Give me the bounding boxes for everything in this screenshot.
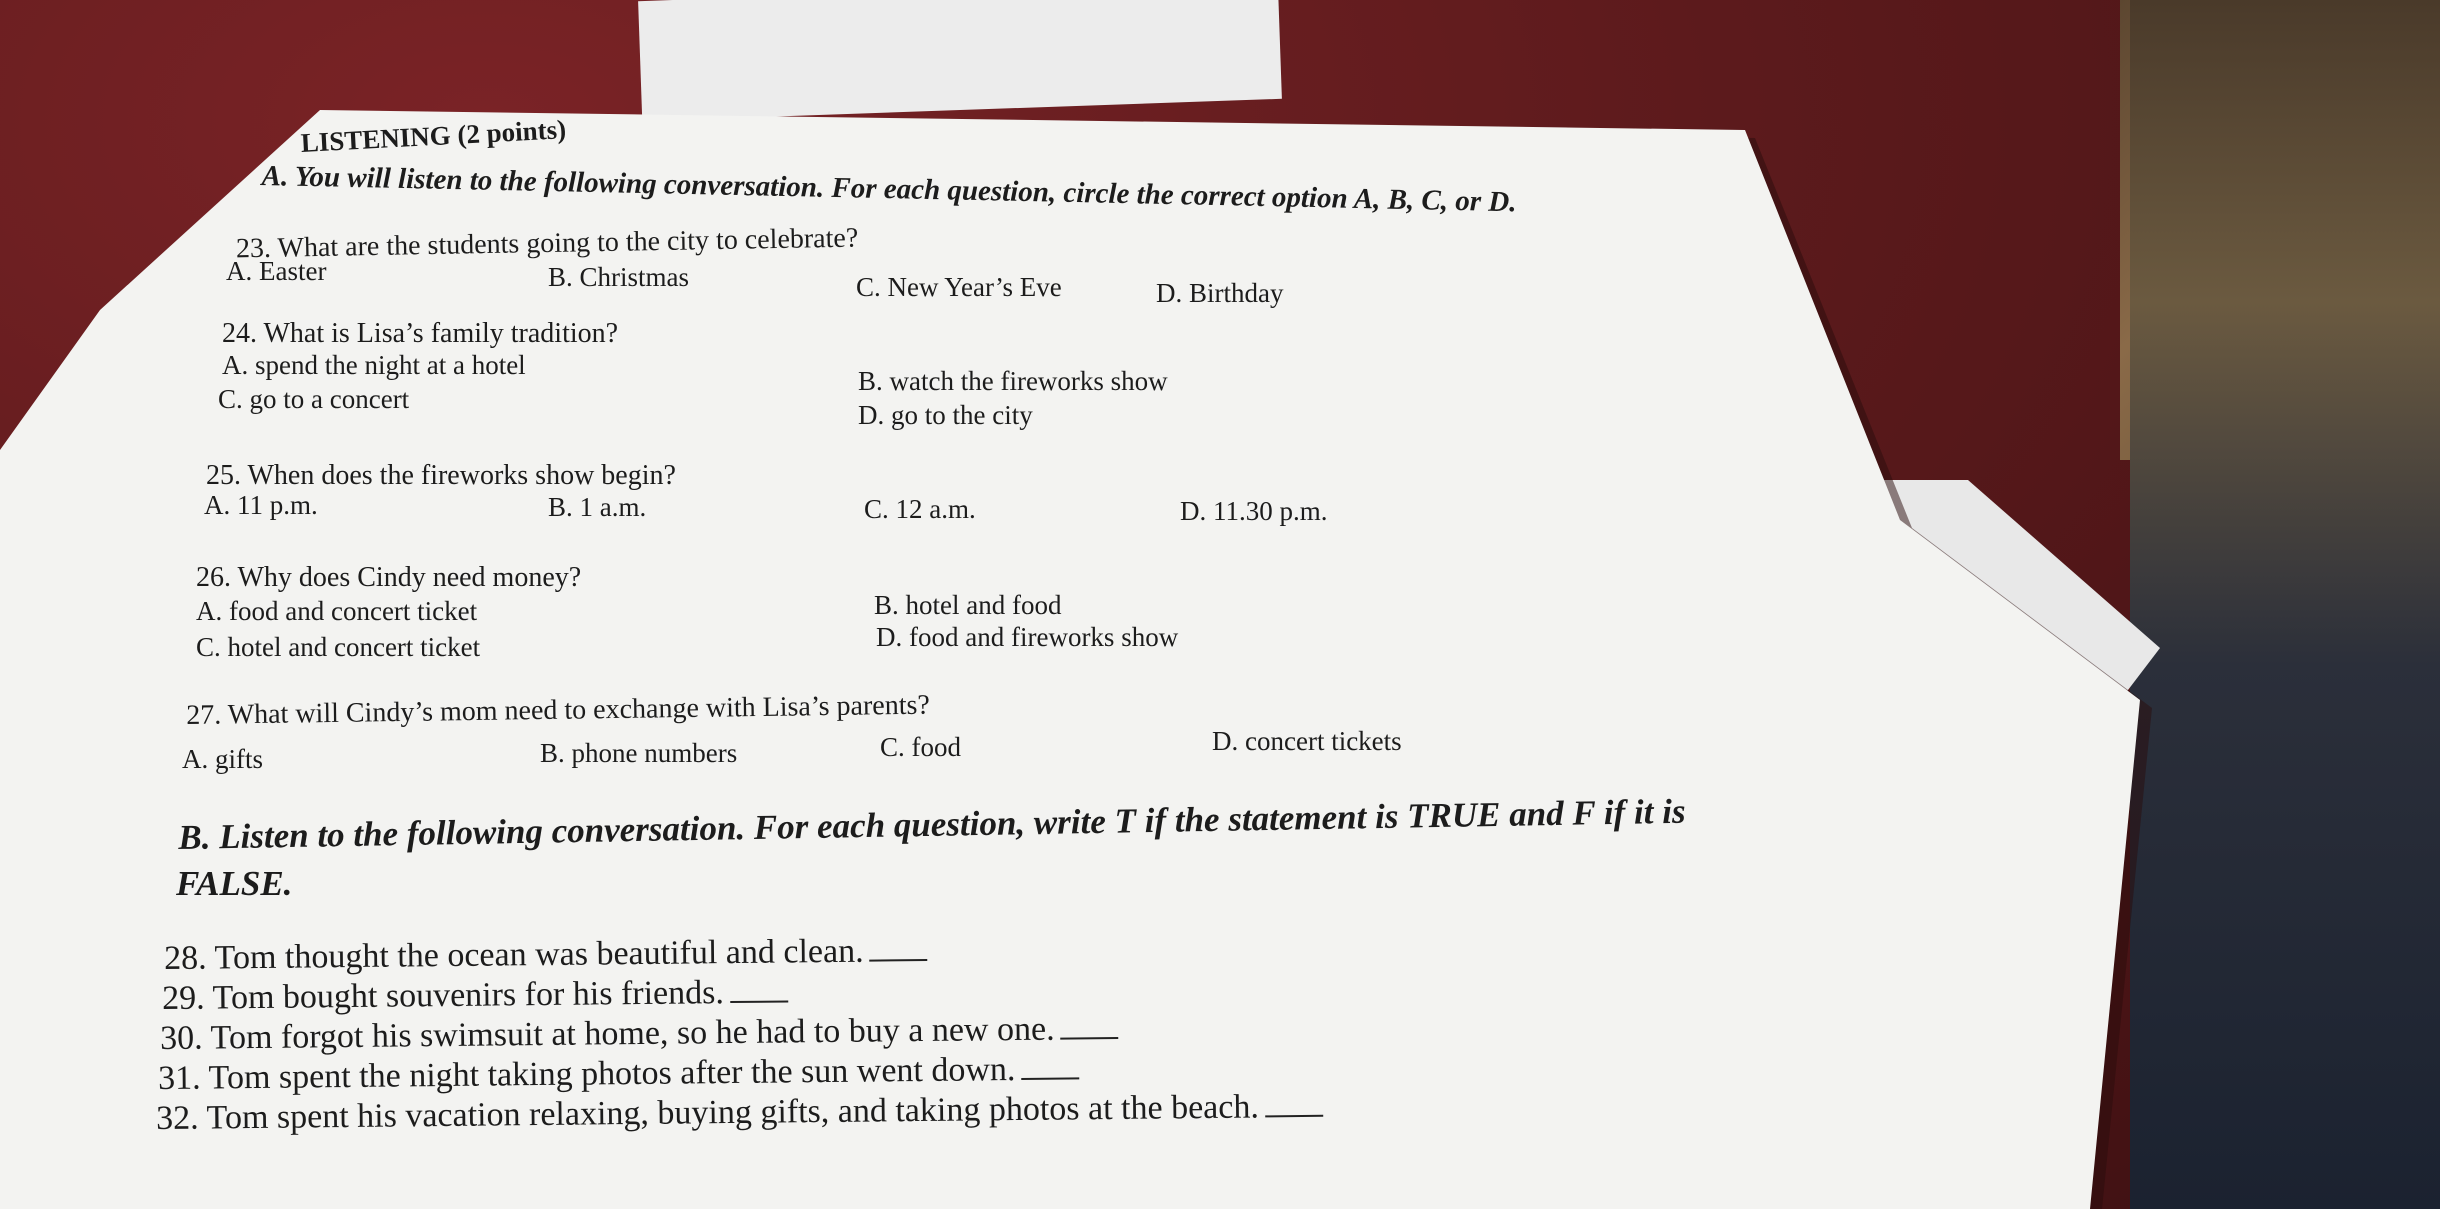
section-a-instruction: A. You will listen to the following conversation. For each question, circle the correct option A, B, C, or D.: [261, 160, 1517, 219]
section-title: LISTENING (2 points): [300, 114, 567, 158]
option-25a: A. 11 p.m.: [204, 490, 318, 520]
option-25b: B. 1 a.m.: [548, 492, 647, 522]
option-24a: A. spend the night at a hotel: [222, 350, 526, 380]
question-23: 23. What are the students going to the city to celebrate?: [235, 222, 859, 265]
statement-31: 31. Tom spent the night taking photos after the sun went down.: [158, 1050, 1080, 1098]
option-26d: D. food and fireworks show: [876, 622, 1179, 652]
option-27b: B. phone numbers: [540, 738, 738, 768]
question-25: 25. When does the fireworks show begin?: [206, 460, 676, 491]
option-27c: C. food: [880, 732, 961, 762]
question-26: 26. Why does Cindy need money?: [196, 562, 582, 593]
option-23c: C. New Year’s Eve: [856, 272, 1062, 302]
statement-32: 32. Tom spent his vacation relaxing, buying gifts, and taking photos at the beach.: [156, 1088, 1323, 1138]
option-26a: A. food and concert ticket: [196, 596, 478, 626]
background-fabric: [2130, 0, 2440, 1209]
option-25d: D. 11.30 p.m.: [1180, 496, 1328, 526]
option-26c: C. hotel and concert ticket: [196, 632, 481, 662]
option-27d: D. concert tickets: [1212, 726, 1402, 756]
option-26b: B. hotel and food: [874, 590, 1062, 620]
statement-28: 28. Tom thought the ocean was beautiful and clean.: [164, 932, 928, 978]
question-24: 24. What is Lisa’s family tradition?: [222, 318, 619, 349]
answer-blank[interactable]: [1061, 1036, 1119, 1040]
option-27a: A. gifts: [182, 744, 263, 774]
section-b-instruction-cont: FALSE.: [176, 864, 293, 903]
option-24b: B. watch the fireworks show: [858, 366, 1168, 396]
answer-blank[interactable]: [1265, 1114, 1323, 1118]
option-23a: A. Easter: [226, 256, 327, 286]
option-23b: B. Christmas: [548, 262, 690, 292]
option-24d: D. go to the city: [858, 400, 1033, 430]
option-25c: C. 12 a.m.: [864, 494, 976, 524]
option-23d: D. Birthday: [1156, 278, 1284, 308]
statement-29: 29. Tom bought souvenirs for his friends.: [162, 973, 788, 1018]
answer-blank[interactable]: [1022, 1076, 1080, 1080]
statement-30: 30. Tom forgot his swimsuit at home, so he had to buy a new one.: [160, 1010, 1119, 1058]
answer-blank[interactable]: [870, 958, 928, 962]
answer-blank[interactable]: [730, 999, 788, 1003]
question-27: 27. What will Cindy’s mom need to exchange with Lisa’s parents?: [186, 689, 931, 731]
option-24c: C. go to a concert: [218, 384, 410, 414]
section-b-instruction: B. Listen to the following conversation. For each question, write T if the statement is TRUE and F if it is: [178, 791, 1686, 857]
